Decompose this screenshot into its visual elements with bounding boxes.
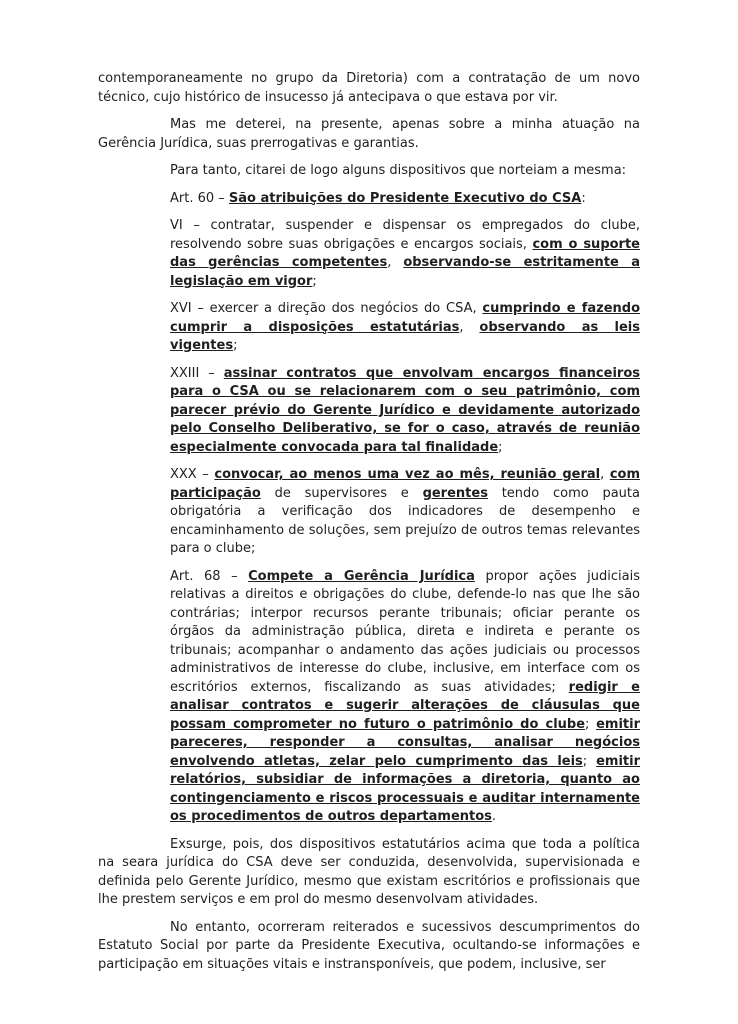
text-run: ,: [459, 319, 480, 335]
emphasized-text-run: com o suporte das gerências competentes: [170, 236, 640, 270]
emphasized-text-run: Compete a Gerência Jurídica: [248, 568, 475, 584]
text-run: Exsurge, pois, dos dispositivos estatutários acima que toda a política na seara jurídica do CSA deve ser conduzida, desenvolvida, supervisionada e definida pelo Gerente Jurídico, mesmo que existam escritórios e profissionais que lhe prestem serviços e em prol do mesmo desenvolvam atividades.: [98, 836, 640, 907]
emphasized-text-run: cumprindo e fazendo cumprir a disposições estatutárias: [170, 301, 640, 335]
text-run: :: [581, 190, 586, 206]
text-run: de supervisores e: [260, 485, 423, 501]
text-run: tendo como pauta obrigatória a verificação dos indicadores de desempenho e encaminhamento de soluções, sem prejuízo de outros temas relevantes para o clube;: [170, 485, 640, 556]
body-paragraph: [98, 162, 640, 181]
text-run: ,: [600, 467, 610, 482]
text-run: ,: [387, 255, 404, 270]
text-run: ;: [585, 716, 597, 732]
body-paragraph: [98, 919, 640, 975]
quoted-statute-paragraph: [170, 190, 640, 209]
text-run: ;: [233, 338, 238, 353]
emphasized-text-run: redigir e analisar contratos e sugerir alterações de cláusulas que possam comprometer no futuro o patrimônio do clube: [170, 679, 640, 732]
quoted-statute-paragraph: [170, 365, 640, 458]
text-run: .: [491, 809, 497, 824]
body-paragraph: [98, 116, 640, 153]
text-run: Para tanto, citarei de logo alguns dispositivos que norteiam a mesma:: [170, 163, 627, 178]
body-paragraph: [98, 836, 640, 910]
emphasized-text-run: emitir pareceres, responder a consultas, analisar negócios envolvendo atletas, zelar pelo cumprimento das leis: [170, 716, 640, 769]
text-run: ;: [312, 273, 317, 289]
emphasized-text-run: gerentes: [422, 485, 488, 501]
quoted-statute-paragraph: [170, 466, 640, 559]
text-run: XVI – exercer a direção dos negócios do CSA,: [170, 301, 483, 316]
quoted-statute-paragraph: [170, 568, 640, 827]
emphasized-text-run: convocar, ao menos uma vez ao mês, reunião geral: [214, 467, 601, 482]
text-run: Mas me deterei, na presente, apenas sobre a minha atuação na Gerência Jurídica, suas prerrogativas e garantias.: [98, 117, 640, 151]
emphasized-text-run: emitir relatórios, subsidiar de informações a diretoria, quanto ao contingenciamento e riscos processuais e auditar internamente os procedimentos de outros departamentos: [170, 753, 640, 824]
emphasized-text-run: observando-se estritamente a legislação em vigor: [170, 255, 640, 289]
emphasized-text-run: assinar contratos que envolvam encargos financeiros para o CSA ou se relacionarem com o seu patrimônio, com parecer prévio do Gerente Jurídico e devidamente autorizado pelo Conselho Deliberativo, se for o caso, através de reunião especialmente convocada para tal finalidade: [170, 365, 640, 455]
text-run: ;: [582, 753, 597, 769]
quoted-statute-paragraph: [170, 217, 640, 291]
text-run: VI – contratar, suspender e dispensar os empregados do clube, resolvendo sobre suas obrigações e encargos sociais,: [170, 218, 640, 252]
quoted-statute-paragraph: [170, 300, 640, 356]
text-run: No entanto, ocorreram reiterados e sucessivos descumprimentos do Estatuto Social por parte da Presidente Executiva, ocultando-se informações e participação em situações vitais e instransponíveis, que podem, inclusive, ser: [98, 919, 640, 972]
emphasized-text-run: São atribuições do Presidente Executivo do CSA: [228, 190, 582, 206]
text-run: Art. 68 –: [170, 568, 249, 584]
text-run: XXX –: [170, 467, 215, 482]
text-run: propor ações judiciais relativas a direitos e obrigações do clube, defende-lo nas que lhe são contrárias; interpor recursos perante tribunais; oficiar perante os órgãos da administração pública, direta e indireta e perante os tribunais; acompanhar o andamento das ações judiciais ou processos administrativos de interesse do clube, inclusive, em interface com os escritórios externos, fiscalizando as suas atividades;: [170, 568, 640, 695]
emphasized-text-run: observando as leis vigentes: [170, 319, 640, 353]
text-run: ;: [498, 439, 503, 455]
text-run: XXIII –: [170, 365, 224, 381]
text-run: contemporaneamente no grupo da Diretoria) com a contratação de um novo técnico, cujo histórico de insucesso já antecipava o que estava por vir.: [98, 71, 640, 105]
text-run: Art. 60 –: [170, 190, 229, 206]
body-paragraph: [98, 70, 640, 107]
emphasized-text-run: com participação: [170, 467, 640, 501]
document-body: [98, 70, 640, 983]
